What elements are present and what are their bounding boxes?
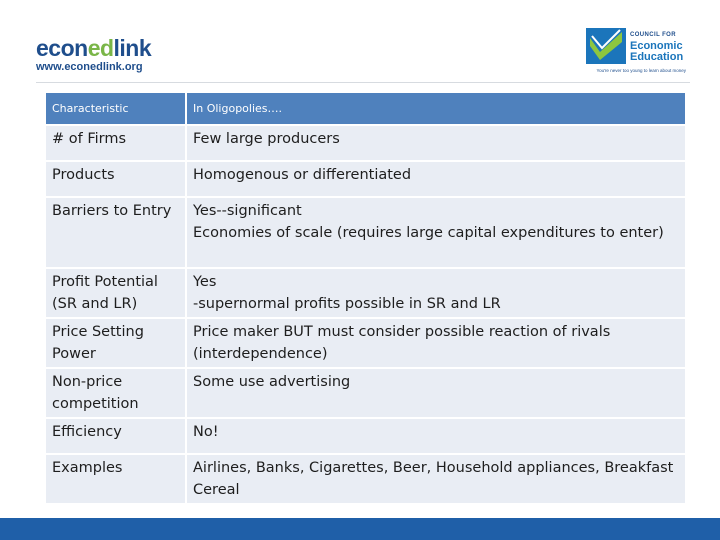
value-cell-line: Cereal <box>193 481 240 498</box>
table-row <box>45 454 686 504</box>
characteristic-cell-line: Power <box>52 345 96 362</box>
table-row <box>45 125 686 161</box>
characteristic-cell-line: Non-price <box>52 374 123 390</box>
characteristic-cell-line: Examples <box>52 460 123 476</box>
cee-line3: Education <box>630 51 684 63</box>
header-divider <box>36 82 690 83</box>
characteristic-cell-line: Products <box>52 167 115 183</box>
value-cell <box>186 454 686 504</box>
value-cell-line: Yes <box>193 274 217 290</box>
cee-emblem-icon <box>586 28 628 66</box>
council-economic-education-logo <box>586 28 686 78</box>
characteristic-cell <box>45 318 186 368</box>
value-cell <box>186 125 686 161</box>
cee-tagline: You're never too young to learn about money <box>596 68 686 73</box>
characteristic-cell-line: competition <box>52 395 139 412</box>
characteristic-cell-line: Profit Potential <box>52 274 158 290</box>
value-cell-line: Price maker BUT must consider possible reaction of rivals <box>193 324 611 340</box>
value-cell-line: (interdependence) <box>193 345 328 362</box>
characteristic-cell <box>45 197 186 268</box>
characteristic-cell-line: Price Setting <box>52 324 144 340</box>
value-cell <box>186 268 686 318</box>
value-cell-line: No! <box>193 424 219 440</box>
table-body <box>45 125 686 504</box>
column-header-in-oligopolies: In Oligopolies…. <box>186 92 686 125</box>
table-header-row <box>45 92 686 125</box>
characteristic-cell <box>45 125 186 161</box>
footer-bar <box>0 518 720 540</box>
value-cell <box>186 418 686 454</box>
value-cell-line: Some use advertising <box>193 374 351 390</box>
logo-word-ed: ed <box>87 35 114 61</box>
logo-word-econ: econ <box>36 35 88 61</box>
value-cell-line: Homogenous or differentiated <box>193 167 412 183</box>
value-cell-line: Few large producers <box>193 131 340 147</box>
column-header-characteristic: Characteristic <box>45 92 186 125</box>
characteristic-cell-line: Efficiency <box>52 424 122 440</box>
cee-line1: COUNCIL FOR <box>630 32 676 38</box>
value-cell <box>186 368 686 418</box>
cee-wordmark <box>630 30 683 63</box>
characteristic-cell-line: # of Firms <box>52 131 127 147</box>
logo-word-link: link <box>113 35 152 61</box>
value-cell-line: Economies of scale (requires large capital expenditures to enter) <box>193 224 664 241</box>
value-cell-line: Airlines, Banks, Cigarettes, Beer, Household appliances, Breakfast <box>193 460 674 476</box>
cee-line2: Economic <box>630 40 683 52</box>
characteristic-cell-line: Barriers to Entry <box>52 203 172 219</box>
characteristic-cell <box>45 268 186 318</box>
econedlink-logo <box>36 36 166 76</box>
oligopoly-characteristics-table <box>44 91 687 505</box>
table-row <box>45 368 686 418</box>
table-row <box>45 161 686 197</box>
value-cell-line: Yes--significant <box>193 203 302 219</box>
table-row <box>45 268 686 318</box>
characteristic-cell <box>45 368 186 418</box>
econedlink-wordmark <box>36 36 166 60</box>
characteristic-cell-line: (SR and LR) <box>52 295 138 312</box>
value-cell <box>186 161 686 197</box>
characteristic-cell <box>45 454 186 504</box>
econedlink-url: www.econedlink.org <box>36 61 143 73</box>
characteristic-cell <box>45 161 186 197</box>
value-cell <box>186 197 686 268</box>
characteristic-cell <box>45 418 186 454</box>
table-row <box>45 197 686 268</box>
value-cell-line: -supernormal profits possible in SR and LR <box>193 295 501 312</box>
table-row <box>45 418 686 454</box>
table-row <box>45 318 686 368</box>
value-cell <box>186 318 686 368</box>
